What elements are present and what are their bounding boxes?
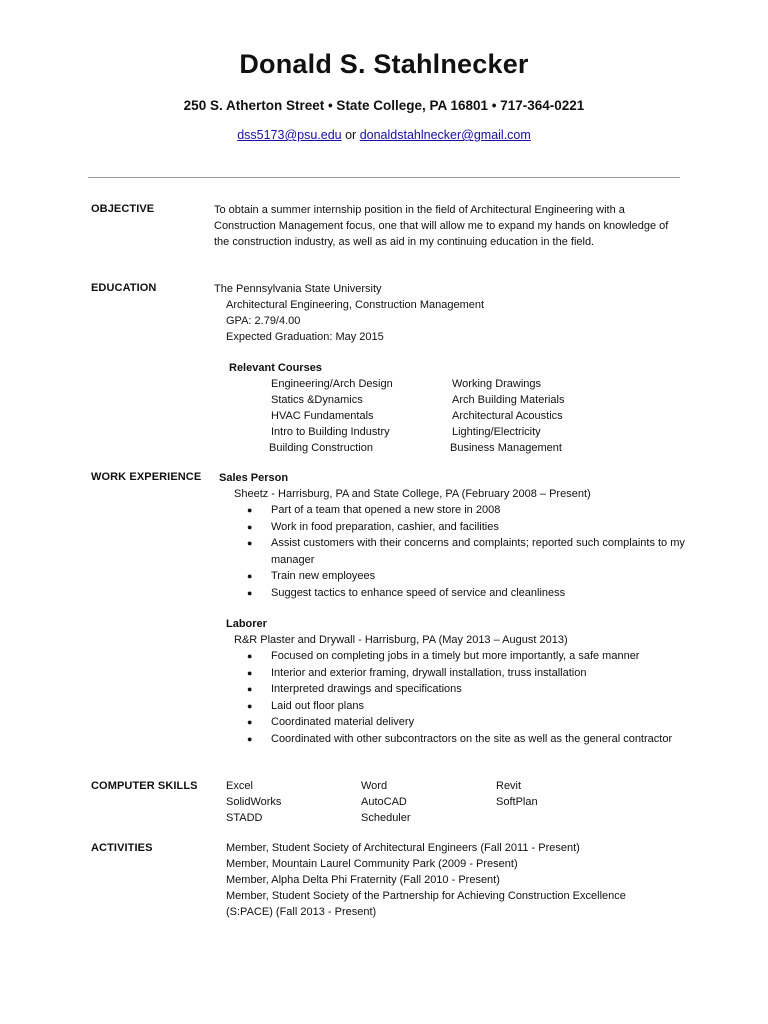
section-label-objective: OBJECTIVE — [91, 203, 155, 215]
course-item: Lighting/Electricity — [452, 426, 541, 438]
skills-column-2 — [361, 778, 411, 826]
candidate-name: Donald S. Stahlnecker — [239, 49, 529, 79]
job-bullets-sheetz — [246, 502, 686, 601]
course-item: Building Construction — [269, 442, 373, 454]
job-employer-sheetz: Sheetz - Harrisburg, PA and State College, PA (February 2008 – Present) — [234, 488, 591, 500]
section-label-work-experience: WORK EXPERIENCE — [91, 471, 202, 483]
skill-item: SolidWorks — [226, 796, 282, 808]
course-item: Architectural Acoustics — [452, 410, 563, 422]
courses-left-column — [271, 376, 393, 456]
course-item: Engineering/Arch Design — [271, 378, 393, 390]
email-separator: or — [341, 128, 360, 142]
activity-item: Member, Alpha Delta Phi Fraternity (Fall 2010 - Present) — [226, 874, 500, 886]
section-label-education: EDUCATION — [91, 282, 157, 294]
job-bullets-rr-plaster — [246, 648, 686, 747]
bullet-item: ● Coordinated with other subcontractors on the site as well as the general contractor — [246, 731, 686, 748]
skills-column-3 — [496, 778, 538, 810]
activity-item: Member, Mountain Laurel Community Park (2009 - Present) — [226, 858, 518, 870]
activities-list — [226, 840, 626, 920]
course-item: Statics &Dynamics — [271, 394, 363, 406]
bullet-item: ● Coordinated material delivery — [246, 714, 686, 731]
education-major: Architectural Engineering, Construction Management — [226, 299, 485, 311]
skill-item: SoftPlan — [496, 796, 538, 808]
skills-column-1 — [226, 778, 281, 826]
bullet-item: ● Part of a team that opened a new store in 2008 — [246, 502, 686, 519]
education-graduation: Expected Graduation: May 2015 — [226, 331, 384, 343]
courses-heading: Relevant Courses — [229, 362, 322, 374]
skill-item: AutoCAD — [361, 796, 407, 808]
skill-item: Word — [361, 780, 388, 792]
activity-item: Member, Student Society of the Partnership for Achieving Construction Excellence — [226, 890, 626, 902]
course-item: HVAC Fundamentals — [271, 410, 374, 422]
skill-item: Revit — [496, 780, 522, 792]
bullet-item: ● Train new employees — [246, 568, 686, 585]
job-title-laborer: Laborer — [226, 618, 267, 630]
skill-item: STADD — [226, 812, 263, 824]
bullet-item: ● Work in food preparation, cashier, and facilities — [246, 519, 686, 536]
education-school: The Pennsylvania State University — [214, 283, 382, 295]
job-title-sales-person: Sales Person — [219, 472, 289, 484]
course-item: Intro to Building Industry — [271, 426, 390, 438]
course-item: Working Drawings — [452, 378, 542, 390]
contact-address: 250 S. Atherton Street • State College, PA 16801 • 717-364-0221 — [183, 98, 585, 113]
header-divider — [88, 177, 680, 178]
bullet-item: ● Laid out floor plans — [246, 698, 686, 715]
objective-text: To obtain a summer internship position in the field of Architectural Engineering with a Construction Management focus, one that will allow me to expand my hands on knowledge of the construction industry, as well as aid in my continuing education in the field. — [214, 204, 669, 248]
email-link-psu[interactable]: dss5173@psu.edu — [237, 128, 342, 142]
section-label-computer-skills: COMPUTER SKILLS — [91, 780, 198, 792]
skill-item: Excel — [226, 780, 253, 792]
courses-right-column — [452, 376, 565, 456]
education-gpa: GPA: 2.79/4.00 — [226, 315, 301, 327]
bullet-item: ● Interior and exterior framing, drywall installation, truss installation — [246, 665, 686, 682]
course-item: Business Management — [450, 442, 562, 454]
activity-item: Member, Student Society of Architectural Engineers (Fall 2011 - Present) — [226, 842, 580, 854]
section-label-activities: ACTIVITIES — [91, 842, 153, 854]
course-item: Arch Building Materials — [452, 394, 565, 406]
bullet-item: ● Assist customers with their concerns and complaints; reported such complaints to my manager — [246, 535, 686, 568]
skill-item: Scheduler — [361, 812, 411, 824]
bullet-item: ● Interpreted drawings and specifications — [246, 681, 686, 698]
bullet-item: ● Suggest tactics to enhance speed of service and cleanliness — [246, 585, 686, 602]
contact-emails — [0, 128, 768, 142]
email-link-gmail[interactable]: donaldstahlnecker@gmail.com — [359, 128, 531, 142]
job-employer-rr-plaster: R&R Plaster and Drywall - Harrisburg, PA (May 2013 – August 2013) — [234, 634, 568, 646]
bullet-item: ● Focused on completing jobs in a timely but more importantly, a safe manner — [246, 648, 686, 665]
activity-item: (S:PACE) (Fall 2013 - Present) — [226, 906, 377, 918]
